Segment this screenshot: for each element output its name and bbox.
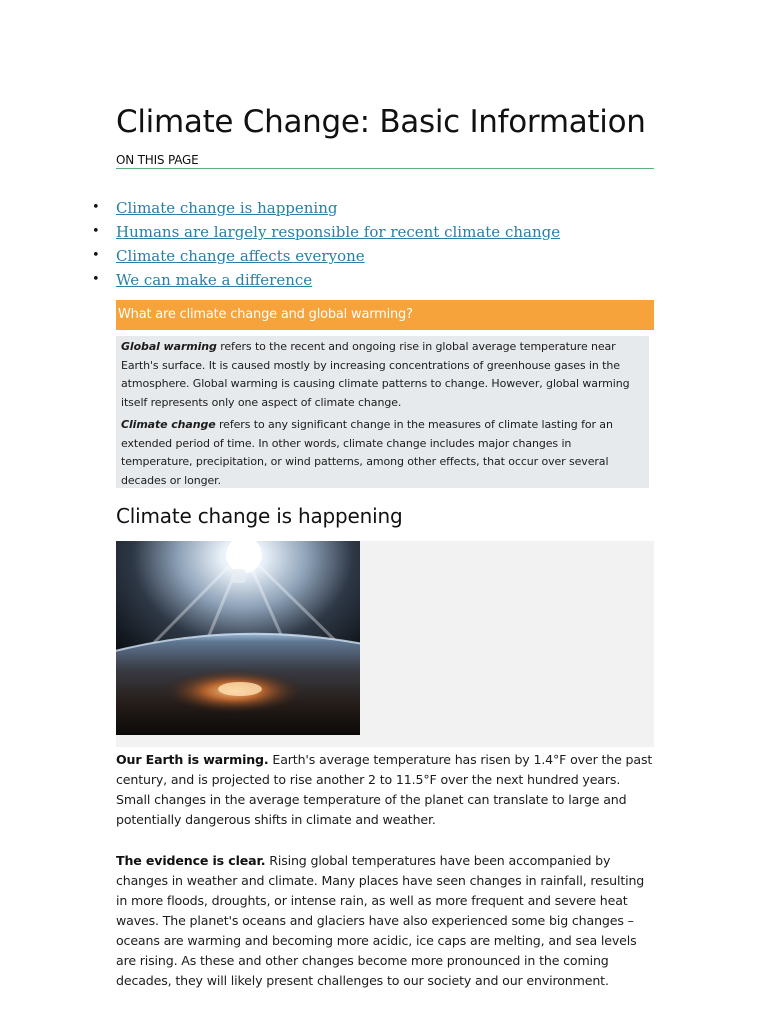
callout-heading-bar: [116, 300, 654, 330]
table-of-contents: [92, 196, 561, 292]
toc-link-climate-change-is-happening[interactable]: Climate change is happening: [116, 199, 338, 217]
toc-item: [92, 196, 560, 220]
global-warming-term: Global warming: [121, 340, 217, 353]
definition-box: [116, 336, 649, 488]
section-heading: Climate change is happening: [116, 504, 403, 528]
climate-change-definition: [121, 416, 643, 490]
paragraph-lead: The evidence is clear.: [116, 853, 266, 868]
toc-link-affects-everyone[interactable]: Climate change affects everyone: [116, 247, 365, 265]
earth-from-space-photo: [116, 541, 360, 735]
bullet-icon: •: [92, 200, 100, 215]
paragraph-lead: Our Earth is warming.: [116, 752, 269, 767]
on-this-page-label: ON THIS PAGE: [116, 153, 199, 167]
toc-item: [92, 268, 560, 292]
toc-item: [92, 220, 561, 244]
global-warming-definition: [121, 338, 643, 412]
climate-change-term: Climate change: [121, 418, 216, 431]
callout-heading: What are climate change and global warming?: [118, 307, 413, 322]
paragraph-evidence-clear: [116, 851, 654, 991]
section-divider: [116, 168, 654, 169]
page-title: Climate Change: Basic Information: [116, 104, 646, 140]
paragraph-text: Rising global temperatures have been accompanied by changes in weather and climate. Many places have seen changes in rainfall, resulting in more floods, droughts, or intense rain, as well as more frequent and severe heat waves. The planet's oceans and glaciers have also experienced some big changes – oceans are warming and becoming more acidic, ice caps are melting, and sea levels are rising. As these and other changes become more pronounced in the coming decades, they will likely present challenges to our society and our environment.: [116, 853, 645, 988]
paragraph-text: Earth's average temperature has risen by 1.4°F over the past century, and is projected to rise another 2 to 11.5°F over the next hundred years. Small changes in the average temperature of the planet can translate to large and potentially dangerous shifts in climate and weather.: [116, 752, 653, 827]
toc-link-humans-responsible[interactable]: Humans are largely responsible for recent climate change: [116, 223, 561, 241]
bullet-icon: •: [92, 272, 100, 287]
paragraph-earth-warming: [116, 750, 654, 830]
toc-link-make-a-difference[interactable]: We can make a difference: [116, 271, 313, 289]
bullet-icon: •: [92, 224, 100, 239]
global-warming-text: refers to the recent and ongoing rise in global average temperature near Earth's surface. It is caused mostly by increasing concentrations of greenhouse gases in the atmosphere. Global warming is causing climate patterns to change. However, global warming itself represents only one aspect of climate change.: [121, 340, 630, 409]
toc-item: [92, 244, 560, 268]
climate-change-text: refers to any significant change in the measures of climate lasting for an extended period of time. In other words, climate change includes major changes in temperature, precipitation, or wind patterns, among other effects, that occur over several decades or longer.: [121, 418, 613, 487]
bullet-icon: •: [92, 248, 100, 263]
